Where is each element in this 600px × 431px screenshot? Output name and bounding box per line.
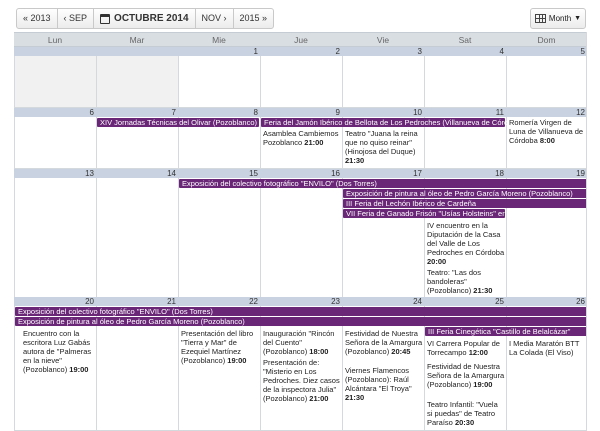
caret-down-icon: ▼ — [574, 15, 582, 22]
event-bar[interactable]: III Feria del Lechón Ibérico de Cardeña — [343, 199, 587, 208]
event-bar[interactable]: Feria del Jamón Ibérico de Bellota de Los Pedroches (Villanueva de Córdoba) — [261, 118, 505, 127]
event-item[interactable] — [345, 329, 423, 356]
day-number[interactable]: 8 — [253, 108, 258, 117]
year-month-prev-group — [16, 8, 274, 29]
weekday-mon: Lun — [47, 35, 63, 45]
day-cell[interactable] — [506, 56, 587, 108]
event-text: Festividad de Nuestra Señora de la Amargura (Pozoblanco) — [427, 362, 505, 389]
event-item[interactable] — [345, 366, 423, 402]
event-bar[interactable]: III Feria Cinegética "Castillo de Belalcázar" — [425, 327, 587, 336]
day-number[interactable]: 21 — [167, 297, 176, 306]
event-bar[interactable]: Exposición del colectivo fotográfico "ENVILO" (Dos Torres) — [15, 307, 587, 316]
day-cell[interactable] — [14, 178, 96, 298]
day-cell[interactable] — [14, 117, 96, 169]
weekday-fri: Vie — [376, 35, 390, 45]
day-number[interactable]: 10 — [413, 108, 422, 117]
prev-month-button[interactable]: ‹ SEP — [58, 9, 95, 28]
day-cell-empty — [96, 56, 178, 108]
event-text: Asamblea Cambiemos Pozoblanco — [263, 129, 339, 147]
day-number[interactable]: 5 — [580, 47, 585, 56]
day-number[interactable]: 1 — [253, 47, 258, 56]
event-text: Romería Virgen de Luna de Villanueva de Córdoba — [509, 118, 584, 145]
event-text: Teatro: "Las dos bandoleras" (Pozoblanco) — [427, 268, 481, 295]
weekday-tue: Mar — [129, 35, 145, 45]
event-bar[interactable]: Exposición de pintura al óleo de Pedro García Moreno (Pozoblanco) — [343, 189, 587, 198]
event-bar[interactable]: Exposición de pintura al óleo de Pedro García Moreno (Pozoblanco) — [15, 317, 587, 326]
event-time: 21:00 — [304, 138, 324, 147]
next-month-button[interactable]: NOV › — [196, 9, 234, 28]
day-number[interactable]: 24 — [413, 297, 422, 306]
event-time: 21:30 — [345, 393, 365, 402]
event-item[interactable] — [427, 268, 505, 295]
day-number[interactable]: 11 — [495, 108, 504, 117]
day-number[interactable]: 4 — [499, 47, 504, 56]
event-item[interactable] — [263, 358, 341, 403]
day-number[interactable]: 7 — [171, 108, 176, 117]
event-text: Festividad de Nuestra Señora de la Amargura (Pozoblanco) — [345, 329, 423, 356]
event-time: 21:00 — [309, 394, 329, 403]
event-time: 20:30 — [454, 418, 475, 427]
month-title-label: OCTUBRE 2014 — [114, 13, 189, 24]
event-time: 20:00 — [427, 257, 447, 266]
day-number[interactable]: 2 — [335, 47, 340, 56]
day-cell[interactable] — [260, 178, 342, 298]
day-number[interactable]: 13 — [85, 169, 94, 178]
event-time: 20:45 — [391, 347, 411, 356]
day-number[interactable]: 16 — [331, 169, 340, 178]
day-cell[interactable] — [178, 56, 260, 108]
month-calendar — [14, 32, 587, 431]
weekday-wed: Mie — [212, 35, 226, 45]
day-number[interactable]: 20 — [85, 297, 94, 306]
event-time: 19:00 — [227, 356, 247, 365]
day-number[interactable]: 3 — [417, 47, 422, 56]
prev-year-button[interactable]: « 2013 — [17, 9, 58, 28]
calendar-toolbar — [0, 0, 600, 32]
day-number[interactable]: 26 — [576, 297, 585, 306]
event-text: Teatro "Juana la reina que no quiso reinar" (Hinojosa del Duque) — [345, 129, 418, 156]
day-number[interactable]: 25 — [495, 297, 504, 306]
weekday-thu: Jue — [294, 35, 308, 45]
event-bar[interactable]: VII Feria de Ganado Frisón "Usías Holsteins" en Pozoblanco — [343, 209, 505, 218]
event-time: 12:00 — [468, 348, 488, 357]
event-time: 21:30 — [345, 156, 365, 165]
event-time: 19:00 — [69, 365, 89, 374]
day-cell[interactable] — [178, 178, 260, 298]
event-item[interactable] — [345, 129, 423, 165]
day-number[interactable]: 15 — [249, 169, 258, 178]
event-text: I Media Maratón BTT La Colada (El Viso) — [509, 339, 580, 357]
event-item[interactable] — [427, 362, 505, 389]
event-text: Viernes Flamencos (Pozoblanco): Raúl Alcántara "El Troya" — [345, 366, 412, 393]
event-text: VI Carrera Popular de Torrecampo — [427, 339, 500, 357]
day-number[interactable]: 22 — [249, 297, 258, 306]
event-text: IV encuentro en la Diputación de la Casa del Valle de Los Pedroches en Córdoba — [427, 221, 505, 257]
event-bar[interactable]: Exposición del colectivo fotográfico "ENVILO" (Dos Torres) — [179, 179, 587, 188]
day-cell[interactable] — [260, 56, 342, 108]
day-cell[interactable] — [96, 178, 178, 298]
day-number[interactable]: 6 — [89, 108, 94, 117]
grid-icon — [535, 14, 546, 23]
view-label: Month — [548, 14, 572, 23]
current-month-title[interactable] — [94, 9, 195, 28]
day-number[interactable]: 12 — [576, 108, 585, 117]
event-item[interactable] — [181, 329, 259, 365]
event-item[interactable] — [509, 118, 587, 145]
event-time: 21:30 — [473, 286, 493, 295]
event-item[interactable] — [263, 329, 341, 356]
event-time: 18:00 — [309, 347, 329, 356]
weekday-sun: Dom — [537, 35, 556, 45]
event-text: Presentación del libro "Tierra y Mar" de Ezequiel Martínez (Pozoblanco) — [181, 329, 254, 365]
calendar-icon — [100, 14, 110, 24]
event-text: Presentación de: "Misterio en Los Pedroches. Diez casos de la inspectora Julia" (Pozoblanco) — [263, 358, 340, 403]
event-time: 19:00 — [473, 380, 493, 389]
event-item[interactable] — [263, 129, 341, 147]
event-item[interactable] — [427, 339, 505, 357]
weekday-header — [14, 32, 587, 47]
day-number[interactable]: 23 — [331, 297, 340, 306]
event-item[interactable] — [509, 339, 587, 357]
day-cell[interactable] — [342, 56, 424, 108]
day-number[interactable]: 19 — [576, 169, 585, 178]
event-text: Encuentro con la escritora Luz Gabás autora de "Palmeras en la nieve" (Pozoblanco) — [23, 329, 92, 374]
weekday-sat: Sat — [458, 35, 472, 45]
event-time: 8:00 — [539, 136, 555, 145]
event-item[interactable] — [427, 221, 505, 266]
day-number[interactable]: 17 — [413, 169, 422, 178]
next-year-button[interactable]: 2015 » — [239, 13, 268, 23]
view-dropdown-button[interactable] — [530, 8, 586, 29]
day-cell[interactable] — [424, 56, 506, 108]
day-cell-empty — [14, 56, 96, 108]
day-number[interactable]: 14 — [167, 169, 176, 178]
event-text: Teatro Infantil: "Vuela si puedas" de Teatro Paraíso — [427, 400, 498, 427]
event-item[interactable] — [23, 329, 101, 374]
event-bar[interactable]: XIV Jornadas Técnicas del Olivar (Pozoblanco) — [97, 118, 259, 127]
day-number[interactable]: 18 — [495, 169, 504, 178]
event-item[interactable] — [427, 400, 505, 427]
event-text: Inauguración "Rincón del Cuento" (Pozoblanco) — [263, 329, 335, 356]
day-number[interactable]: 9 — [335, 108, 340, 117]
